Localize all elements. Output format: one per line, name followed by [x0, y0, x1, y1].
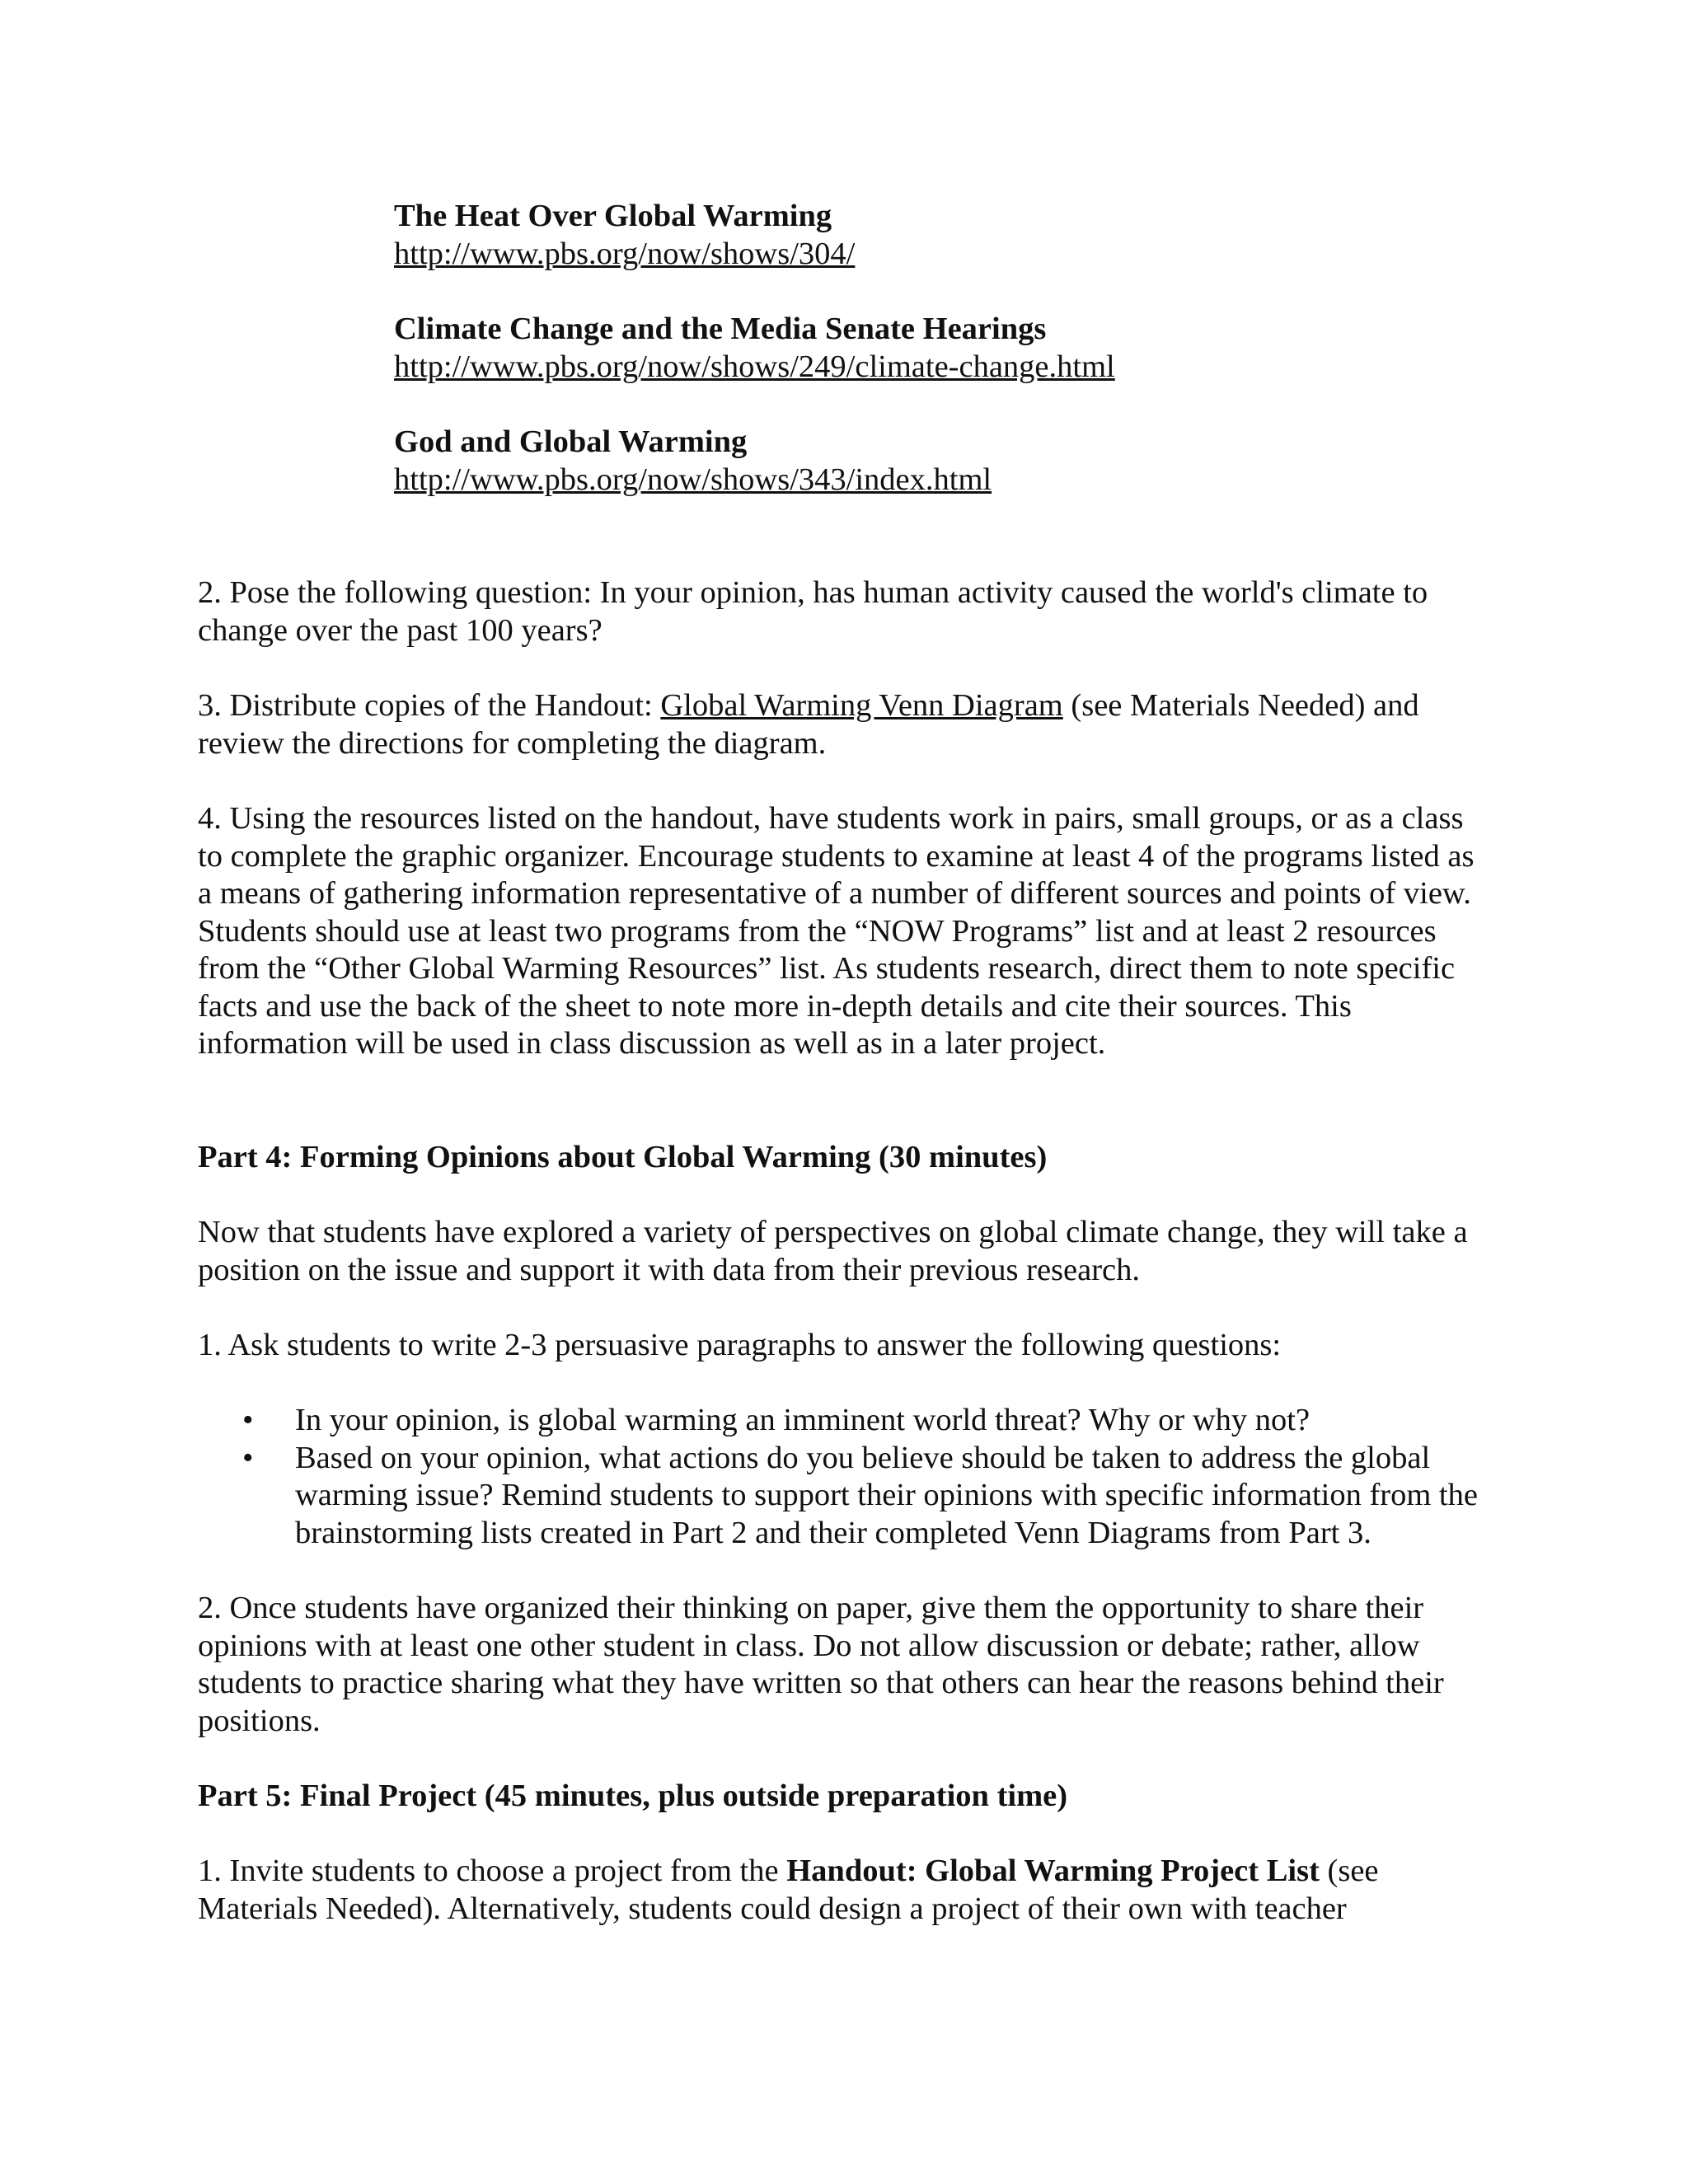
- part-4-heading: Part 4: Forming Opinions about Global Warming (30 minutes): [198, 1140, 1048, 1174]
- list-item: [198, 1402, 1492, 1440]
- step-2-paragraph: 2. Pose the following question: In your opinion, has human activity caused the world's climate to change over the past 100 years?: [198, 575, 1428, 648]
- part-4-intro: Now that students have explored a variety of perspectives on global climate change, they will take a position on the issue and support it with data from their previous research.: [198, 1215, 1468, 1287]
- question-text: In your opinion, is global warming an imminent world threat? Why or why not?: [295, 1403, 1311, 1437]
- part-5-step-1: [198, 1853, 1484, 1928]
- step-3-text-before: 3. Distribute copies of the Handout:: [198, 688, 661, 723]
- part-5-text-before: 1. Invite students to choose a project from the: [198, 1854, 787, 1888]
- resource-url-link[interactable]: http://www.pbs.org/now/shows/304/: [394, 236, 856, 271]
- project-list-handout: Handout: Global Warming Project List: [786, 1854, 1320, 1888]
- resource-title: Climate Change and the Media Senate Hearings: [394, 312, 1047, 346]
- resource-url-link[interactable]: http://www.pbs.org/now/shows/343/index.html: [394, 462, 992, 497]
- question-text: Based on your opinion, what actions do you believe should be taken to address the global warming issue? Remind students to support their opinions with specific information from the brainstorming lists created in Part 2 and their completed Venn Diagrams from Part 3.: [295, 1440, 1478, 1550]
- resource-url-link[interactable]: http://www.pbs.org/now/shows/249/climate-change.html: [394, 349, 1115, 384]
- part-4-step-2: 2. Once students have organized their thinking on paper, give them the opportunity to share their opinions with at least one other student in class. Do not allow discussion or debate; rather, allow students to practice sharing what they have written so that others can hear the reasons behind their positions.: [198, 1591, 1444, 1738]
- bullet-icon: •: [242, 1403, 254, 1437]
- resource-3: [394, 424, 1383, 499]
- resource-1: [394, 198, 1383, 273]
- step-4-paragraph: 4. Using the resources listed on the handout, have students work in pairs, small groups, or as a class to complete the graphic organizer. Encourage students to examine at least 4 of the programs listed as a means of gathering information representative of a number of different sources and points of view. Students should use at least two programs from the “NOW Programs” list and at least 2 resources from the “Other Global Warming Resources” list. As students research, direct them to note specific facts and use the back of the sheet to note more in-depth details and cite their sources. This information will be used in class discussion as well as in a later project.: [198, 801, 1475, 1061]
- list-item: [198, 1440, 1492, 1553]
- step-3-paragraph: [198, 687, 1484, 762]
- resource-title: God and Global Warming: [394, 424, 748, 459]
- resource-title: The Heat Over Global Warming: [394, 199, 832, 233]
- venn-diagram-handout-link[interactable]: Global Warming Venn Diagram: [660, 688, 1063, 723]
- part-5-text-after: (see Materials Needed). Alternatively, students could design a project of their own with teacher: [198, 1854, 1379, 1926]
- part-4-step-1: 1. Ask students to write 2-3 persuasive paragraphs to answer the following questions:: [198, 1328, 1282, 1362]
- bullet-icon: •: [242, 1440, 254, 1475]
- step-3-text-after: (see Materials Needed) and review the directions for completing the diagram.: [198, 688, 1419, 761]
- part-5-heading: Part 5: Final Project (45 minutes, plus outside preparation time): [198, 1779, 1068, 1813]
- resource-2: [394, 311, 1383, 386]
- question-list: [198, 1402, 1492, 1552]
